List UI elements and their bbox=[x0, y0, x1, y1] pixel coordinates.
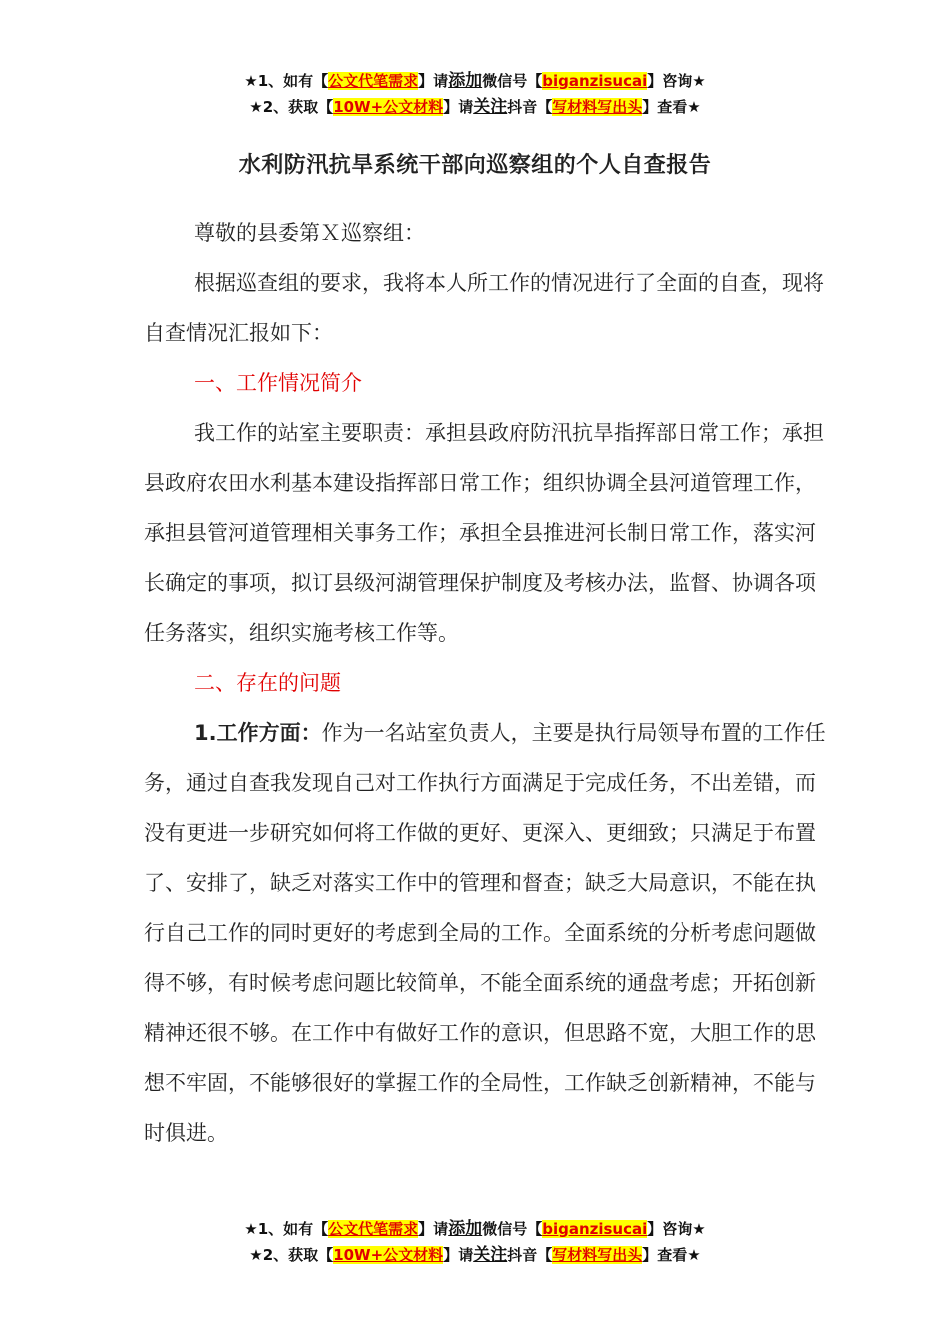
section-2-item-1 bbox=[144, 708, 834, 1158]
promo-highlight: 写材料写出头 bbox=[552, 98, 643, 116]
promo-highlight: 公文代笔需求 bbox=[328, 72, 419, 90]
item-body: 作为一名站室负责人，主要是执行局领导布置的工作任务，通过自查我发现自己对工作执行方面满足于完成任务，不出差错，而没有更进一步研究如何将工作做的更好、更深入、更细致；只满足于布置了、安排了，缺乏对落实工作中的管理和督查；缺乏大局意识，不能在执行自己工作的同时更好的考虑到全局的工作。全面系统的分析考虑问题做得不够，有时候考虑问题比较简单，不能全面系统的通盘考虑；开拓创新精神还很不够。在工作中有做好工作的意识，但思路不宽，大胆工作的思想不牢固，不能够很好的掌握工作的全局性，工作缺乏创新精神，不能与时俱进。 bbox=[144, 721, 826, 1145]
item-label: 1.工作方面： bbox=[194, 721, 322, 745]
promo-line-1: ★1、如有【公文代笔需求】请添加微信号【biganzisucai】咨询★ bbox=[244, 71, 706, 91]
promo-line-2: ★2、获取【10W+公文材料】请关注抖音【写材料写出头】查看★ bbox=[249, 97, 701, 117]
promo-highlight: 写材料写出头 bbox=[552, 1246, 643, 1264]
header-promo-banner bbox=[0, 68, 950, 120]
promo-highlight: biganzisucai bbox=[542, 1220, 648, 1238]
salutation: 尊敬的县委第Ｘ巡察组： bbox=[194, 221, 425, 245]
section-heading-1: 一、工作情况简介 bbox=[194, 371, 362, 395]
footer-promo-banner bbox=[0, 1216, 950, 1268]
promo-highlight: 10W+公文材料 bbox=[333, 1246, 444, 1264]
promo-highlight: biganzisucai bbox=[542, 72, 648, 90]
promo-line-1: ★1、如有【公文代笔需求】请添加微信号【biganzisucai】咨询★ bbox=[244, 1219, 706, 1239]
promo-highlight: 公文代笔需求 bbox=[328, 1220, 419, 1238]
document-body bbox=[144, 208, 834, 1158]
promo-line-2: ★2、获取【10W+公文材料】请关注抖音【写材料写出头】查看★ bbox=[249, 1245, 701, 1265]
section-1-paragraph: 我工作的站室主要职责：承担县政府防汛抗旱指挥部日常工作；承担县政府农田水利基本建设指挥部日常工作；组织协调全县河道管理工作，承担县管河道管理相关事务工作；承担全县推进河长制日常工作，落实河长确定的事项，拟订县级河湖管理保护制度及考核办法，监督、协调各项任务落实，组织实施考核工作等。 bbox=[144, 421, 824, 645]
intro-paragraph: 根据巡查组的要求，我将本人所工作的情况进行了全面的自查，现将自查情况汇报如下： bbox=[144, 271, 824, 345]
promo-highlight: 10W+公文材料 bbox=[333, 98, 444, 116]
section-heading-2: 二、存在的问题 bbox=[194, 671, 341, 695]
document-title: 水利防汛抗旱系统干部向巡察组的个人自查报告 bbox=[238, 153, 712, 178]
